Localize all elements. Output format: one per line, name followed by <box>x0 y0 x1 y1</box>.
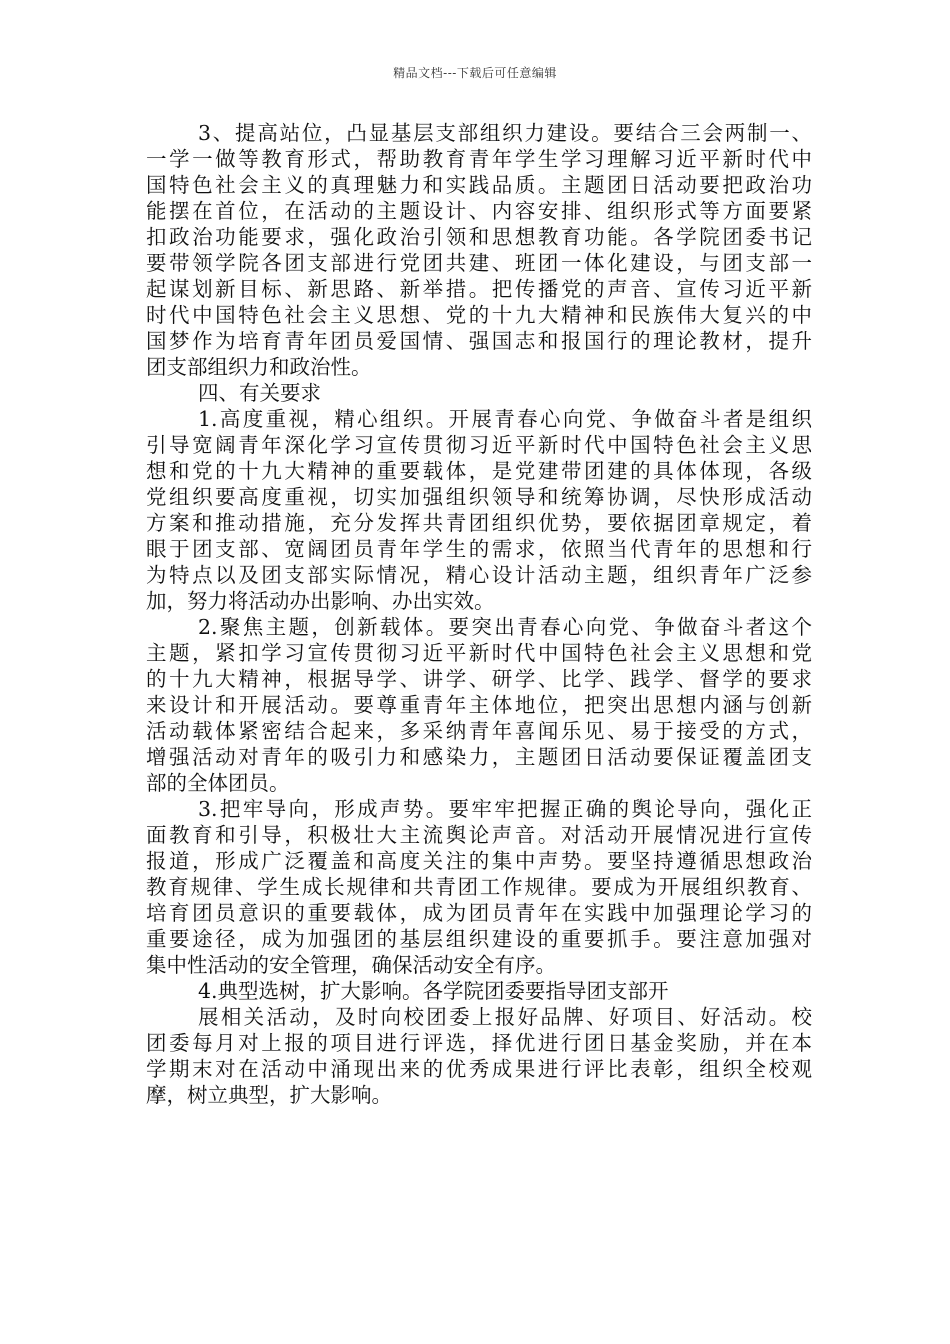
text-line: 1.高度重视，精心组织。开展青春心向党、争做奋斗者是组织 <box>198 407 812 431</box>
text-line: 眼于团支部、宽阔团员青年学生的需求，依照当代青年的思想和行 <box>146 537 812 561</box>
text-line: 2.聚焦主题，创新载体。要突出青春心向党、争做奋斗者这个 <box>198 615 812 639</box>
text-line: 要带领学院各团支部进行党团共建、班团一体化建设，与团支部一 <box>146 251 812 275</box>
text-line: 活动载体紧密结合起来，多采纳青年喜闻乐见、易于接受的方式， <box>146 719 812 743</box>
text-line: 教育规律、学生成长规律和共青团工作规律。要成为开展组织教育、 <box>146 875 812 899</box>
text-line: 来设计和开展活动。要尊重青年主体地位，把突出思想内涵与创新 <box>146 693 812 717</box>
text-line: 学期末对在活动中涌现出来的优秀成果进行评比表彰，组织全校观 <box>146 1057 812 1081</box>
text-line: 增强活动对青年的吸引力和感染力，主题团日活动要保证覆盖团支 <box>146 745 812 769</box>
text-line: 展相关活动，及时向校团委上报好品牌、好项目、好活动。校 <box>198 1005 812 1029</box>
text-line: 4.典型选树，扩大影响。各学院团委要指导团支部开 <box>198 979 669 1003</box>
text-line: 培育团员意识的重要载体，成为团员青年在实践中加强理论学习的 <box>146 901 812 925</box>
text-line: 方案和推动措施，充分发挥共青团组织优势，要依据团章规定，着 <box>146 511 812 535</box>
text-line: 国梦作为培育青年团员爱国情、强国志和报国行的理论教材，提升 <box>146 329 812 353</box>
text-line: 能摆在首位，在活动的主题设计、内容安排、组织形式等方面要紧 <box>146 199 812 223</box>
text-line: 报道，形成广泛覆盖和高度关注的集中声势。要坚持遵循思想政治 <box>146 849 812 873</box>
text-line: 的十九大精神，根据导学、讲学、研学、比学、践学、督学的要求 <box>146 667 812 691</box>
text-line: 集中性活动的安全管理，确保活动安全有序。 <box>146 953 556 977</box>
text-line: 引导宽阔青年深化学习宣传贯彻习近平新时代中国特色社会主义思 <box>146 433 812 457</box>
text-line: 团支部组织力和政治性。 <box>146 355 372 379</box>
text-line: 3、提高站位，凸显基层支部组织力建设。要结合三会两制一、 <box>198 121 812 145</box>
text-line: 时代中国特色社会主义思想、党的十九大精神和民族伟大复兴的中 <box>146 303 812 327</box>
text-line: 想和党的十九大精神的重要载体，是党建带团建的具体体现，各级 <box>146 459 812 483</box>
text-line: 面教育和引导，积极壮大主流舆论声音。对活动开展情况进行宣传 <box>146 823 812 847</box>
text-line: 重要途径，成为加强团的基层组织建设的重要抓手。要注意加强对 <box>146 927 812 951</box>
text-line: 国特色社会主义的真理魅力和实践品质。主题团日活动要把政治功 <box>146 173 812 197</box>
text-line: 扣政治功能要求，强化政治引领和思想教育功能。各学院团委书记 <box>146 225 812 249</box>
text-line: 部的全体团员。 <box>146 771 290 795</box>
text-line: 摩，树立典型，扩大影响。 <box>146 1083 392 1107</box>
text-line: 为特点以及团支部实际情况，精心设计活动主题，组织青年广泛参 <box>146 563 812 587</box>
text-line: 主题，紧扣学习宣传贯彻习近平新时代中国特色社会主义思想和党 <box>146 641 812 665</box>
text-line: 一学一做等教育形式，帮助教育青年学生学习理解习近平新时代中 <box>146 147 812 171</box>
text-line: 四、有关要求 <box>198 381 321 405</box>
page-header: 精品文档---下载后可任意编辑 <box>393 66 557 80</box>
text-line: 加，努力将活动办出影响、办出实效。 <box>146 589 495 613</box>
text-line: 起谋划新目标、新思路、新举措。把传播党的声音、宣传习近平新 <box>146 277 812 301</box>
document-body <box>146 120 812 1108</box>
text-line: 党组织要高度重视，切实加强组织领导和统筹协调，尽快形成活动 <box>146 485 812 509</box>
text-line: 团委每月对上报的项目进行评选，择优进行团日基金奖励，并在本 <box>146 1031 812 1055</box>
text-line: 3.把牢导向，形成声势。要牢牢把握正确的舆论导向，强化正 <box>198 797 812 821</box>
